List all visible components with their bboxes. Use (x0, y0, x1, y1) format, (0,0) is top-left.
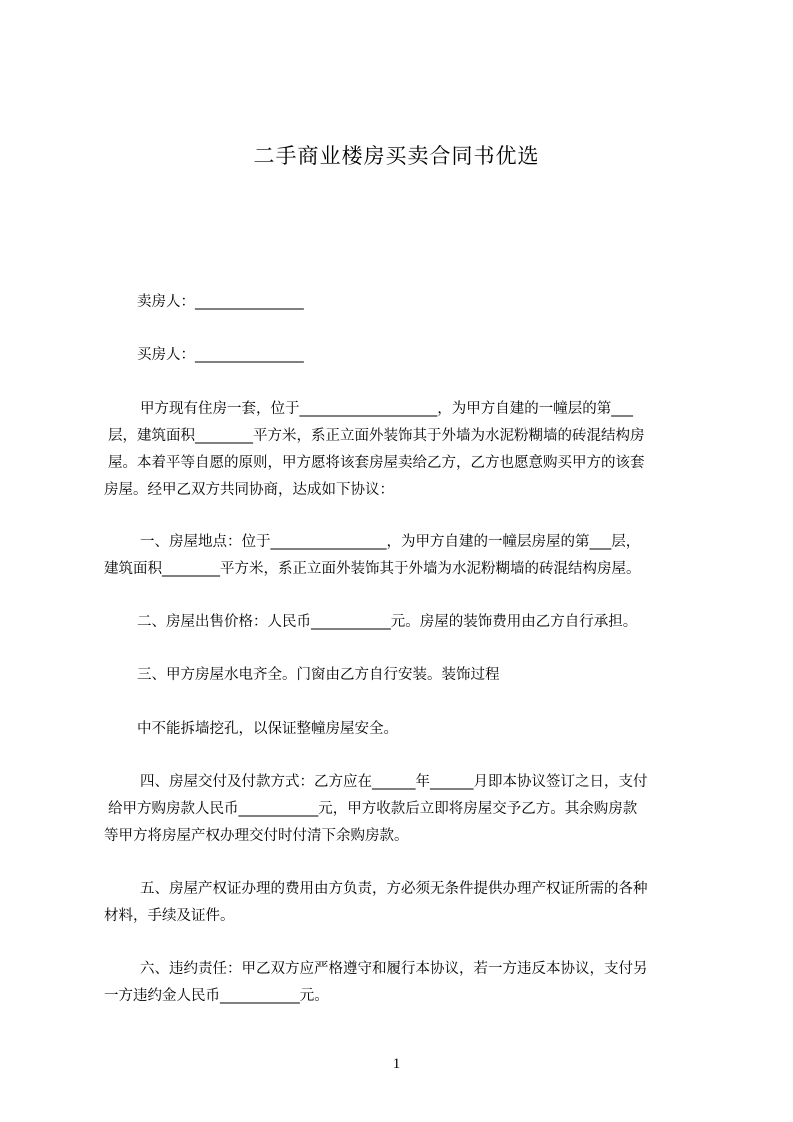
clause4-line-2: 给甲方购房款人民币___________元，甲方收款后立即将房屋交予乙方。其余购房款 (108, 801, 638, 817)
intro-line-4: 房屋。经甲乙双方共同协商，达成如下协议： (104, 482, 394, 498)
page-number: 1 (392, 1056, 401, 1072)
clause3-line: 三、甲方房屋水电齐全。门窗由乙方自行安装。装饰过程 (137, 667, 500, 683)
clause1-line-2: 建筑面积________平方米，系正立面外装饰其于外墙为水泥粉糊墙的砖混结构房屋。 (104, 561, 641, 577)
intro-line-3: 屋。本着平等自愿的原则，甲方愿将该套房屋卖给乙方，乙方也愿意购买甲方的该套 (108, 455, 645, 471)
clause6-line-1: 六、违约责任：甲乙双方应严格遵守和履行本协议，若一方违反本协议，支付另 (140, 961, 648, 977)
clause1-line-1: 一、房屋地点：位于________________，为甲方自建的一幢层房屋的第___层， (140, 534, 641, 550)
document-title: 二手商业楼房买卖合同书优选 (253, 144, 540, 168)
clause2-line: 二、房屋出售价格：人民币___________元。房屋的装饰费用由乙方自行承担。 (137, 614, 638, 630)
clause6-line-2: 一方违约金人民币___________元。 (104, 988, 329, 1004)
clause4-line-1: 四、房屋交付及付款方式：乙方应在______年______月即本协议签订之日，支付 (140, 774, 648, 790)
clause5-line-1: 五、房屋产权证办理的费用由方负责，方必须无条件提供办理产权证所需的各种 (140, 881, 648, 897)
buyer-line: 买房人：_______________ (137, 347, 304, 363)
intro-line-2: 层，建筑面积________平方米，系正立面外装饰其于外墙为水泥粉糊墙的砖混结构房 (108, 428, 645, 444)
clause4-line-3: 等甲方将房屋产权办理交付时付清下余购房款。 (104, 828, 409, 844)
seller-line: 卖房人：_______________ (137, 294, 304, 310)
clause5-line-2: 材料，手续及证件。 (104, 908, 235, 924)
intro-line-1: 甲方现有住房一套，位于___________________，为甲方自建的一幢层的第___ (140, 401, 633, 417)
clause3-continuation: 中不能拆墙挖孔，以保证整幢房屋安全。 (137, 721, 398, 737)
